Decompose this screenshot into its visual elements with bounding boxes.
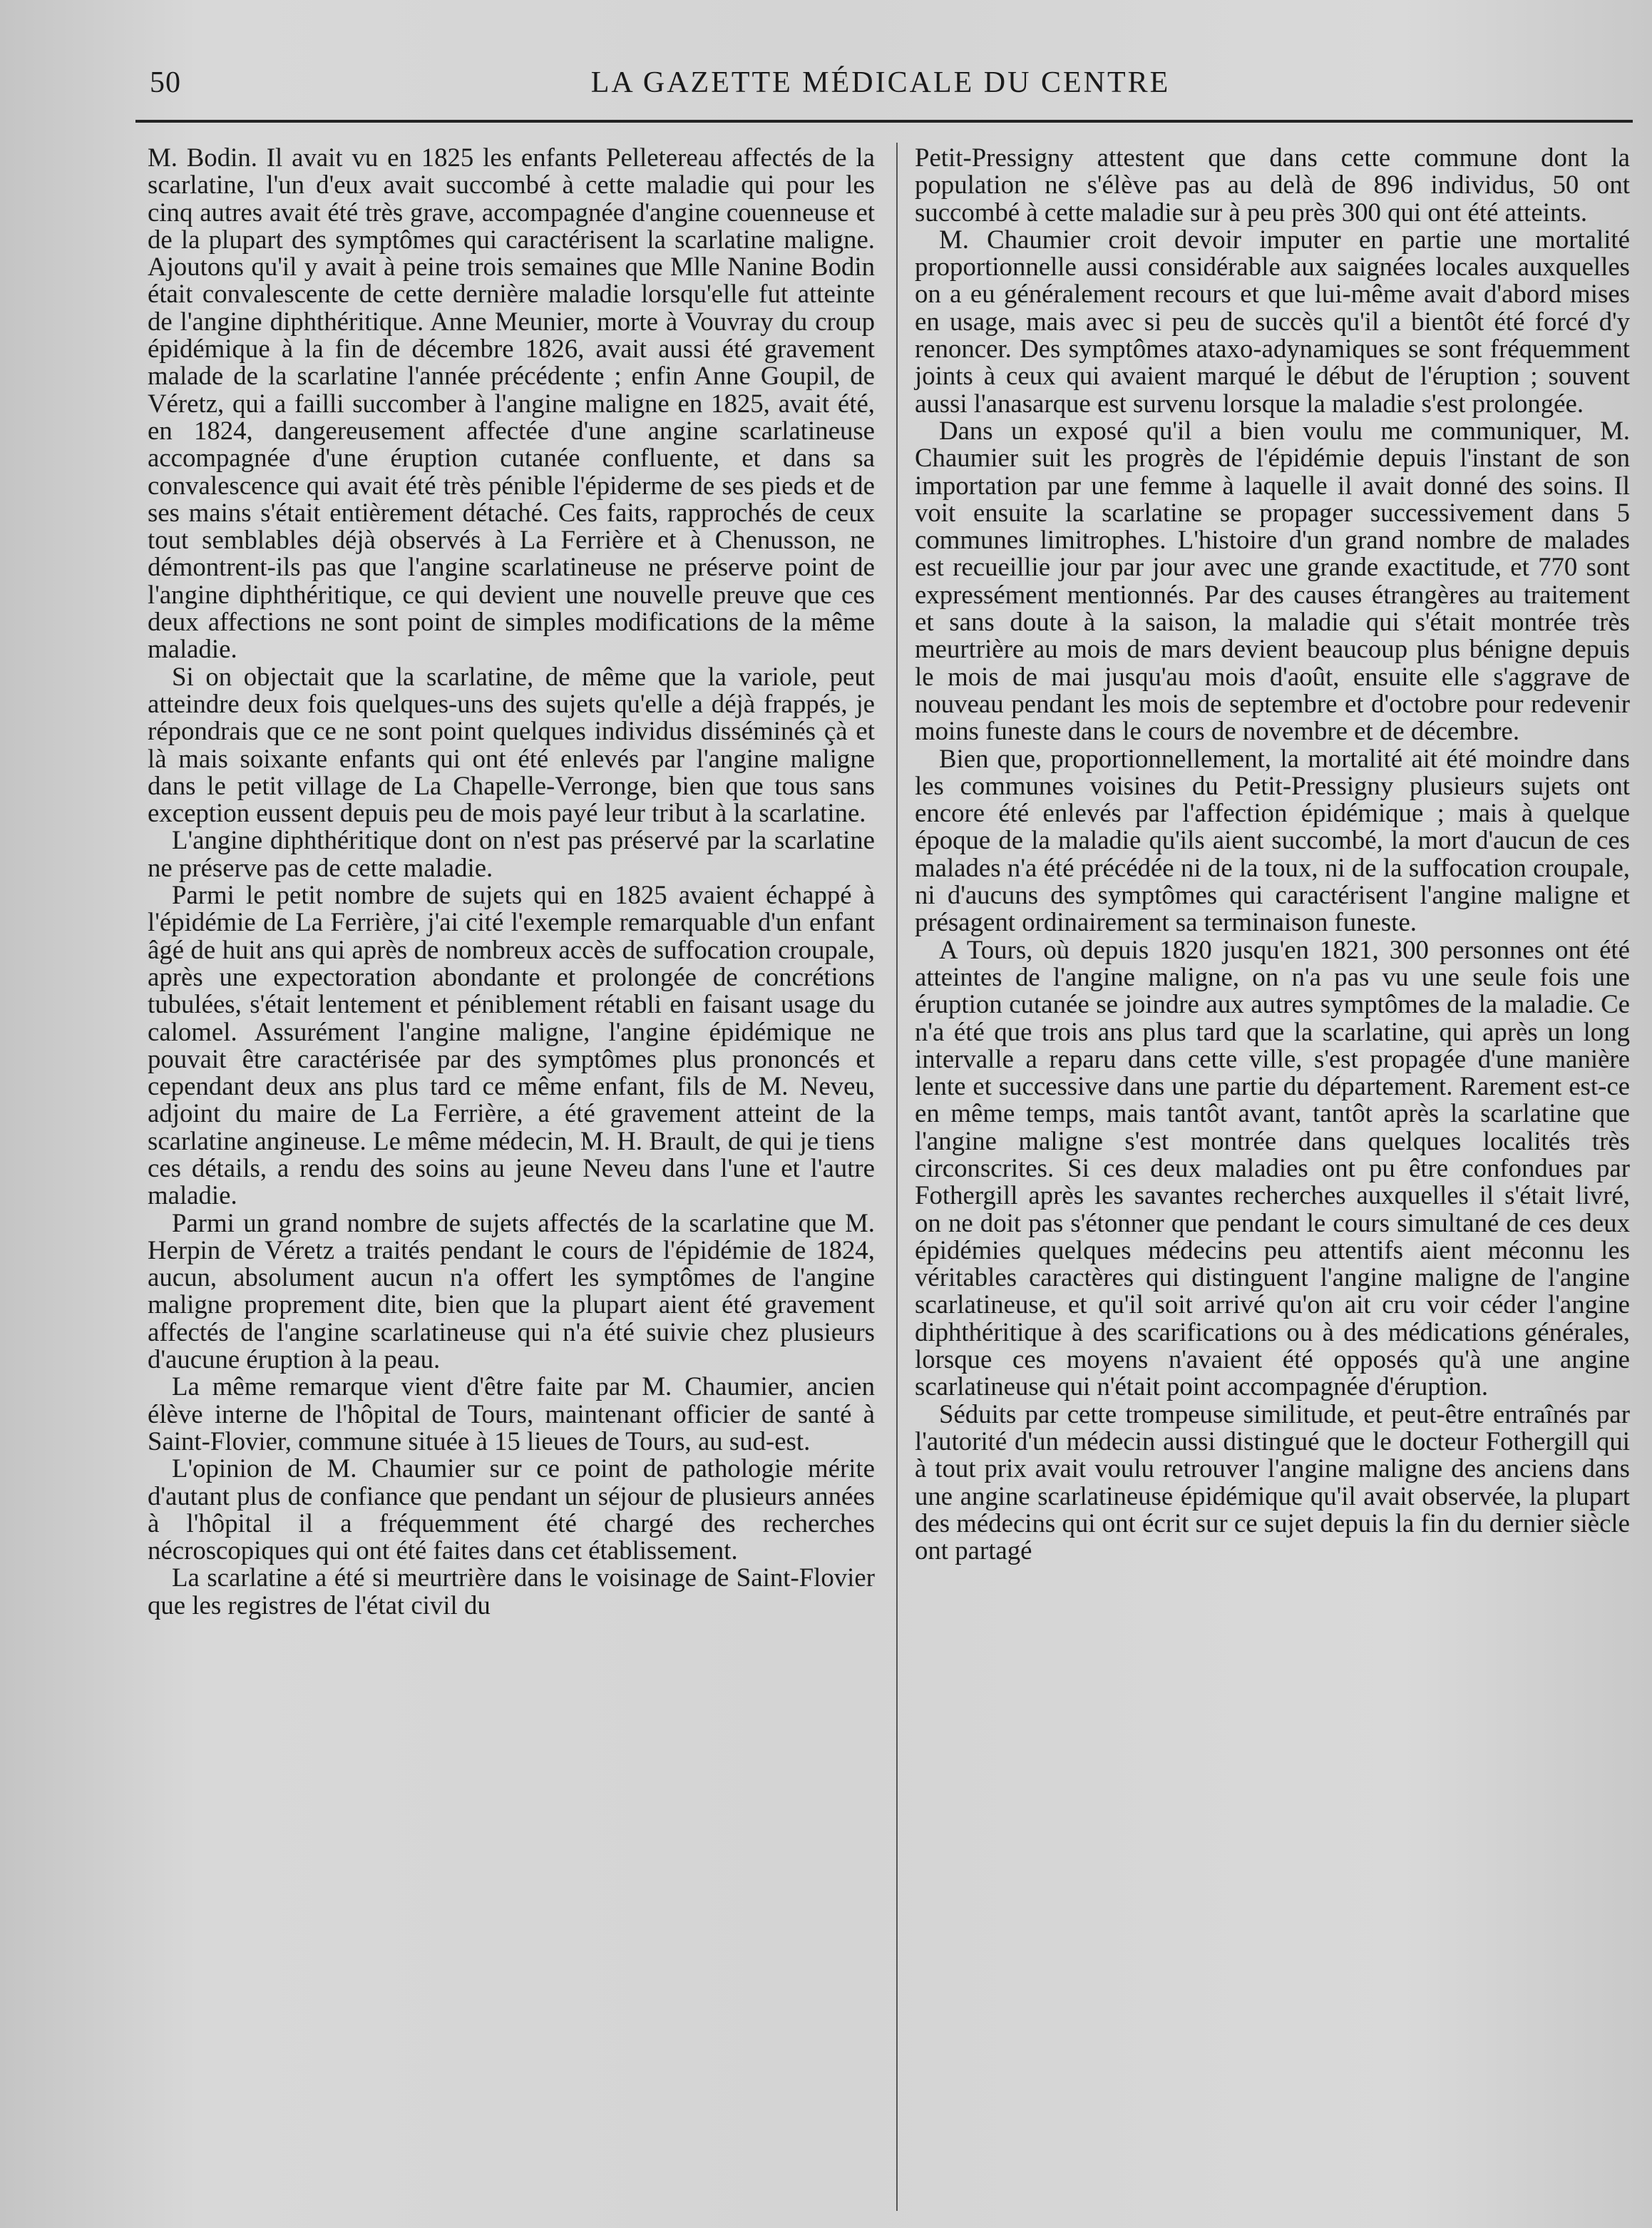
right-column bbox=[915, 144, 1630, 1564]
paragraph: Petit-Pressigny attestent que dans cette commune dont la population ne s'élève pas au delà de 896 individus, 50 ont succombé à cette maladie sur à peu près 300 qui ont été atteints. bbox=[915, 143, 1630, 227]
paragraph: L'opinion de M. Chaumier sur ce point de pathologie mérite d'autant plus de confiance que pendant un séjour de plusieurs années à l'hôpital il a fréquemment été chargé des recherches nécroscopiques qui ont été faites dans cet établissement. bbox=[148, 1453, 875, 1565]
column-divider bbox=[896, 143, 898, 2211]
paragraph: M. Chaumier croit devoir imputer en partie une mortalité proportionnelle aussi considérable aux saignées locales auxquelles on a eu généralement recours et que lui-même avait d'abord mises en usage, mais avec si peu de succès qu'il a bientôt été forcé d'y renoncer. Des symptômes ataxo-adynamiques se sont fréquemment joints à ceux qui avaient marqué le début de l'éruption ; souvent aussi l'anasarque est survenu lorsque la maladie s'est prolongée. bbox=[915, 224, 1630, 418]
paragraph: L'angine diphthéritique dont on n'est pas préservé par la scarlatine ne préserve pas de cette maladie. bbox=[148, 825, 875, 882]
header-rule bbox=[135, 120, 1633, 123]
journal-title: LA GAZETTE MÉDICALE DU CENTRE bbox=[590, 66, 1171, 99]
paragraph: La même remarque vient d'être faite par M. Chaumier, ancien élève interne de l'hôpital de Tours, maintenant officier de santé à Saint-Flovier, commune située à 15 lieues de Tours, au sud-est. bbox=[148, 1371, 875, 1456]
paragraph: La scarlatine a été si meurtrière dans le voisinage de Saint-Flovier que les registres de l'état civil du bbox=[148, 1563, 875, 1620]
paragraph: Si on objectait que la scarlatine, de même que la variole, peut atteindre deux fois quelques-uns des sujets qu'elle a déjà frappés, je répondrais que ce ne sont point quelques individus disséminés çà et là mais soixante enfants qui ont été enlevés par l'angine maligne dans le petit village de La Chapelle-Verronge, bien que tous sans exception eussent depuis peu de mois payé leur tribut à la scarlatine. bbox=[148, 661, 875, 828]
paragraph: A Tours, où depuis 1820 jusqu'en 1821, 300 personnes ont été atteintes de l'angine maligne, on n'a pas vu une seule fois une éruption cutanée se joindre aux autres symptômes de la maladie. Ce n'a été que trois ans plus tard que la scarlatine, qui après un long intervalle a reparu dans cette ville, s'est propagée d'une manière lente et successive dans une partie du département. Rarement est-ce en même temps, mais tantôt avant, tantôt après la scarlatine que l'angine maligne s'est montrée dans quelques localités très circonscrites. Si ces deux maladies ont pu être confondues par Fothergill après les savantes recherches auxquelles il s'était livré, on ne doit pas s'étonner que pendant le cours simultané de ces deux épidémies quelques médecins peu attentifs aient méconnu les véritables caractères qui distinguent l'angine maligne de l'angine scarlatineuse, et qu'il soit arrivé qu'on ait cru voir céder l'angine diphthéritique à des scarifications ou à des médications générales, lorsque ces moyens n'avaient été opposés qu'à une angine scarlatineuse qui n'était point accompagnée d'éruption. bbox=[915, 934, 1630, 1401]
left-column bbox=[148, 144, 875, 1619]
paragraph: Séduits par cette trompeuse similitude, et peut-être entraînés par l'autorité d'un médecin aussi distingué que le docteur Fothergill qui à tout prix avait voulu retrouver l'angine maligne des anciens dans une angine scarlatineuse épidémique qu'il avait observée, la plupart des médecins qui ont écrit sur ce sujet depuis la fin du dernier siècle ont partagé bbox=[915, 1399, 1630, 1565]
paragraph: Bien que, proportionnellement, la mortalité ait été moindre dans les communes voisines du Petit-Pressigny plusieurs sujets ont encore été enlevés par l'affection épidémique ; mais à quelque époque de la maladie qu'ils aient succombé, la mort d'aucun de ces malades n'a été précédée ni de la toux, ni de la suffocation croupale, ni d'aucuns des symptômes qui caractérisent l'angine maligne et présagent ordinairement sa terminaison funeste. bbox=[915, 743, 1630, 937]
page-number: 50 bbox=[150, 66, 181, 99]
paragraph: Parmi le petit nombre de sujets qui en 1825 avaient échappé à l'épidémie de La Ferrière, j'ai cité l'exemple remarquable d'un enfant âgé de huit ans qui après de nombreux accès de suffocation croupale, après une expectoration abondante et prolongée de concrétions tubulées, s'était lentement et péniblement rétabli en faisant usage du calomel. Assurément l'angine maligne, l'angine épidémique ne pouvait être caractérisée par des symptômes plus prononcés et cependant deux ans plus tard ce même enfant, fils de M. Neveu, adjoint du maire de La Ferrière, a été gravement atteint de la scarlatine angineuse. Le même médecin, M. H. Brault, de qui je tiens ces détails, a rendu des soins au jeune Neveu dans l'une et l'autre maladie. bbox=[148, 880, 875, 1210]
paragraph: Dans un exposé qu'il a bien voulu me communiquer, M. Chaumier suit les progrès de l'épidémie depuis l'instant de son importation par une femme à laquelle il avait donné des soins. Il voit ensuite la scarlatine se propager successivement dans 5 communes limitrophes. L'histoire d'un grand nombre de malades est recueillie jour par jour avec une grande exactitude, et 770 sont expressément mentionnés. Par des causes étrangères au traitement et sans doute à la saison, la maladie qui s'était montrée très meurtrière au mois de mars devient beaucoup plus bénigne depuis le mois de mai jusqu'au mois d'août, ensuite elle s'aggrave de nouveau pendant les mois de septembre et d'octobre pour redevenir moins funeste dans le cours de novembre et de décembre. bbox=[915, 415, 1630, 746]
paragraph: M. Bodin. Il avait vu en 1825 les enfants Pelletereau affectés de la scarlatine, l'un d'eux avait succombé à cette maladie qui pour les cinq autres avait été très grave, accompagnée d'angine couenneuse et de la plupart des symptômes qui caractérisent la scarlatine maligne. Ajoutons qu'il y avait à peine trois semaines que Mlle Nanine Bodin était convalescente de cette dernière maladie lorsqu'elle fut atteinte de l'angine diphthéritique. Anne Meunier, morte à Vouvray du croup épidémique à la fin de décembre 1826, avait aussi été gravement malade de la scarlatine l'année précédente ; enfin Anne Goupil, de Véretz, qui a failli succomber à l'angine maligne en 1825, avait été, en 1824, dangereusement affectée d'une angine scarlatineuse accompagnée d'une éruption cutanée confluente, et dans sa convalescence qui avait été très pénible l'épiderme de ses pieds et de ses mains s'était entièrement détaché. Ces faits, rapprochés de ceux tout semblables déjà observés à La Ferrière et à Chenusson, ne démontrent-ils pas que l'angine scarlatineuse ne préserve point de l'angine diphthéritique, ce qui devient une nouvelle preuve que ces deux affections ne sont point de simples modifications de la même maladie. bbox=[148, 143, 875, 664]
page-header bbox=[128, 66, 1633, 108]
paragraph: Parmi un grand nombre de sujets affectés de la scarlatine que M. Herpin de Véretz a traités pendant le cours de l'épidémie de 1824, aucun, absolument aucun n'a offert les symptômes de l'angine maligne proprement dite, bien que la plupart aient été gravement affectés de l'angine scarlatineuse qui n'a été suivie chez plusieurs d'aucune éruption à la peau. bbox=[148, 1207, 875, 1374]
